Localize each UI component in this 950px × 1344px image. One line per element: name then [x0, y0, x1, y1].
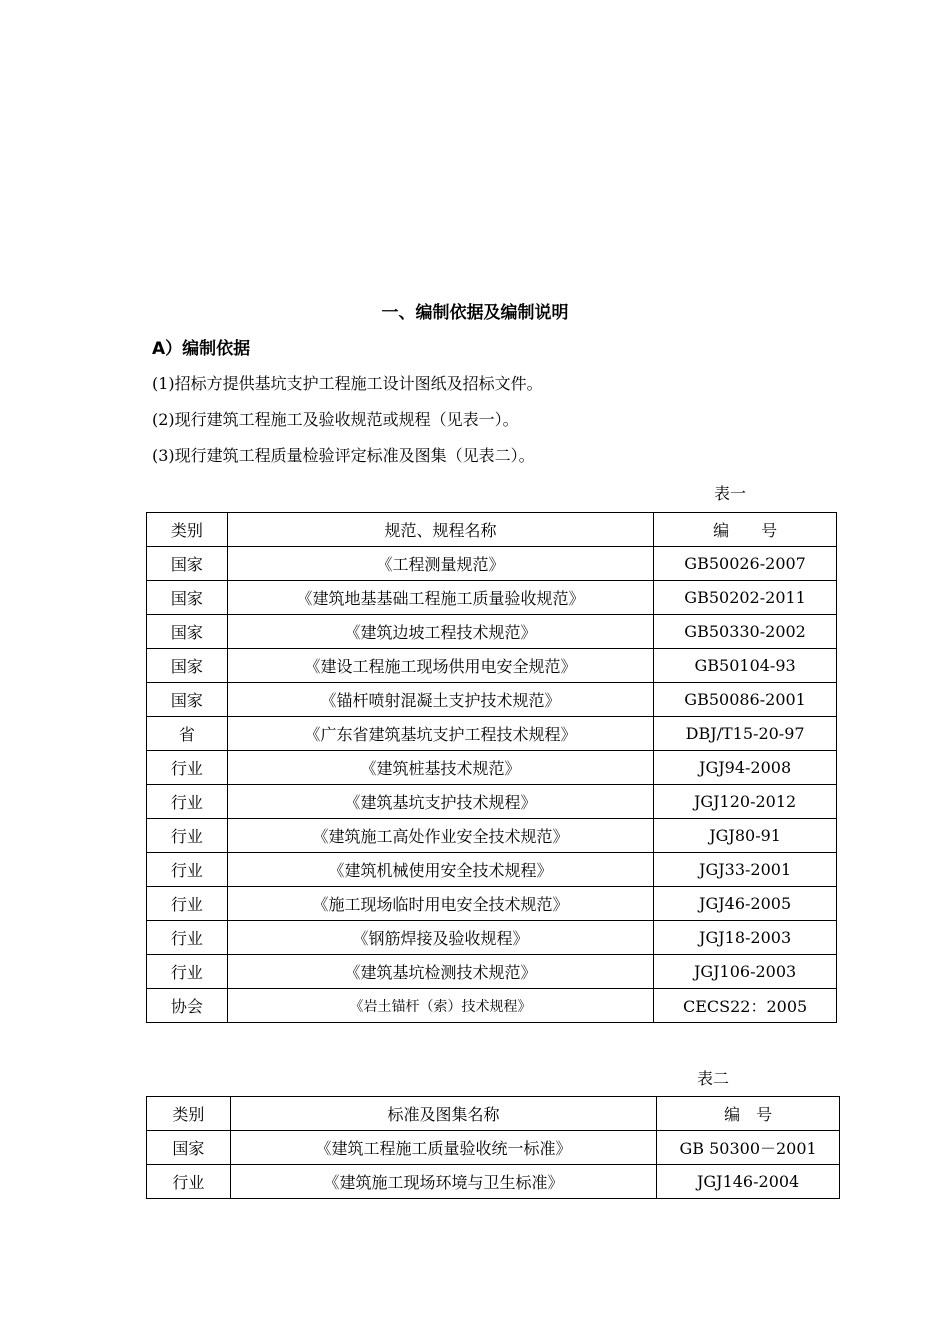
paragraph-2: (2)现行建筑工程施工及验收规范或规程（见表一）。 [152, 410, 519, 429]
table-row [147, 581, 837, 615]
table-header-row [147, 1097, 840, 1131]
table-row [147, 955, 837, 989]
table-cell: 《建筑桩基技术规范》 [227, 751, 653, 785]
table-cell: JGJ18-2003 [654, 921, 837, 955]
table-row [147, 615, 837, 649]
table-cell: DBJ/T15-20-97 [654, 717, 837, 751]
table-cell: GB50202-2011 [654, 581, 837, 615]
table-cell: 《建筑基坑支护技术规程》 [227, 785, 653, 819]
table-cell: JGJ33-2001 [654, 853, 837, 887]
table-cell: 《建筑边坡工程技术规范》 [227, 615, 653, 649]
table-header-cell: 编 号 [654, 513, 837, 547]
table-row [147, 683, 837, 717]
table-cell: 《建筑施工现场环境与卫生标准》 [230, 1165, 656, 1199]
table-cell: 国家 [147, 1131, 231, 1165]
table-header-row [147, 513, 837, 547]
table-cell: JGJ80-91 [654, 819, 837, 853]
table-cell: JGJ94-2008 [654, 751, 837, 785]
table-header-cell: 编 号 [657, 1097, 840, 1131]
table-row [147, 1131, 840, 1165]
table-cell: 《建筑工程施工质量验收统一标准》 [230, 1131, 656, 1165]
table-header-cell: 规范、规程名称 [227, 513, 653, 547]
table-cell: 行业 [147, 921, 228, 955]
table-cell: CECS22：2005 [654, 989, 837, 1023]
table-cell: 行业 [147, 1165, 231, 1199]
table-cell: JGJ146-2004 [657, 1165, 840, 1199]
table-cell: 国家 [147, 649, 228, 683]
quality-standards-table-body [147, 1097, 840, 1199]
table-cell: 行业 [147, 955, 228, 989]
table1-caption: 表一 [714, 484, 747, 503]
table-cell: 《工程测量规范》 [227, 547, 653, 581]
standards-table-body [147, 513, 837, 1023]
table-row [147, 1165, 840, 1199]
table-header-cell: 类别 [147, 513, 228, 547]
table-cell: 《岩土锚杆（索）技术规程》 [227, 989, 653, 1023]
table-cell: GB50086-2001 [654, 683, 837, 717]
table-row [147, 751, 837, 785]
table-cell: 行业 [147, 819, 228, 853]
table-row [147, 785, 837, 819]
table-row [147, 547, 837, 581]
table-row [147, 989, 837, 1023]
table-cell: 《施工现场临时用电安全技术规范》 [227, 887, 653, 921]
table-cell: 国家 [147, 581, 228, 615]
section-heading: 一、编制依据及编制说明 [381, 303, 569, 323]
table-row [147, 887, 837, 921]
table-header-cell: 类别 [147, 1097, 231, 1131]
table-header-cell: 标准及图集名称 [230, 1097, 656, 1131]
table-cell: 《建筑施工高处作业安全技术规范》 [227, 819, 653, 853]
table-row [147, 819, 837, 853]
table-cell: JGJ46-2005 [654, 887, 837, 921]
table-cell: JGJ120-2012 [654, 785, 837, 819]
table-cell: 《锚杆喷射混凝土支护技术规范》 [227, 683, 653, 717]
paragraph-3: (3)现行建筑工程质量检验评定标准及图集（见表二）。 [152, 446, 535, 465]
table-cell: 《建筑基坑检测技术规范》 [227, 955, 653, 989]
paragraph-1: (1)招标方提供基坑支护工程施工设计图纸及招标文件。 [152, 374, 543, 393]
table-row [147, 717, 837, 751]
table2-caption: 表二 [697, 1069, 730, 1088]
table-cell: GB50330-2002 [654, 615, 837, 649]
quality-standards-table [146, 1096, 840, 1199]
subsection-heading: A）编制依据 [152, 339, 251, 359]
standards-table [146, 512, 837, 1023]
table-cell: 省 [147, 717, 228, 751]
table-row [147, 921, 837, 955]
table-cell: 行业 [147, 853, 228, 887]
table-row [147, 649, 837, 683]
table-cell: 《钢筋焊接及验收规程》 [227, 921, 653, 955]
table-cell: 行业 [147, 887, 228, 921]
table-cell: 《建筑机械使用安全技术规程》 [227, 853, 653, 887]
table-cell: GB50104-93 [654, 649, 837, 683]
table-cell: 国家 [147, 683, 228, 717]
table-cell: 《广东省建筑基坑支护工程技术规程》 [227, 717, 653, 751]
table-cell: GB50026-2007 [654, 547, 837, 581]
table-cell: 国家 [147, 547, 228, 581]
table-cell: 行业 [147, 785, 228, 819]
table-cell: 《建筑地基基础工程施工质量验收规范》 [227, 581, 653, 615]
table-cell: 《建设工程施工现场供用电安全规范》 [227, 649, 653, 683]
table-cell: 行业 [147, 751, 228, 785]
table-row [147, 853, 837, 887]
table-cell: 国家 [147, 615, 228, 649]
table-cell: 协会 [147, 989, 228, 1023]
table-cell: JGJ106-2003 [654, 955, 837, 989]
table-cell: GB 50300－2001 [657, 1131, 840, 1165]
